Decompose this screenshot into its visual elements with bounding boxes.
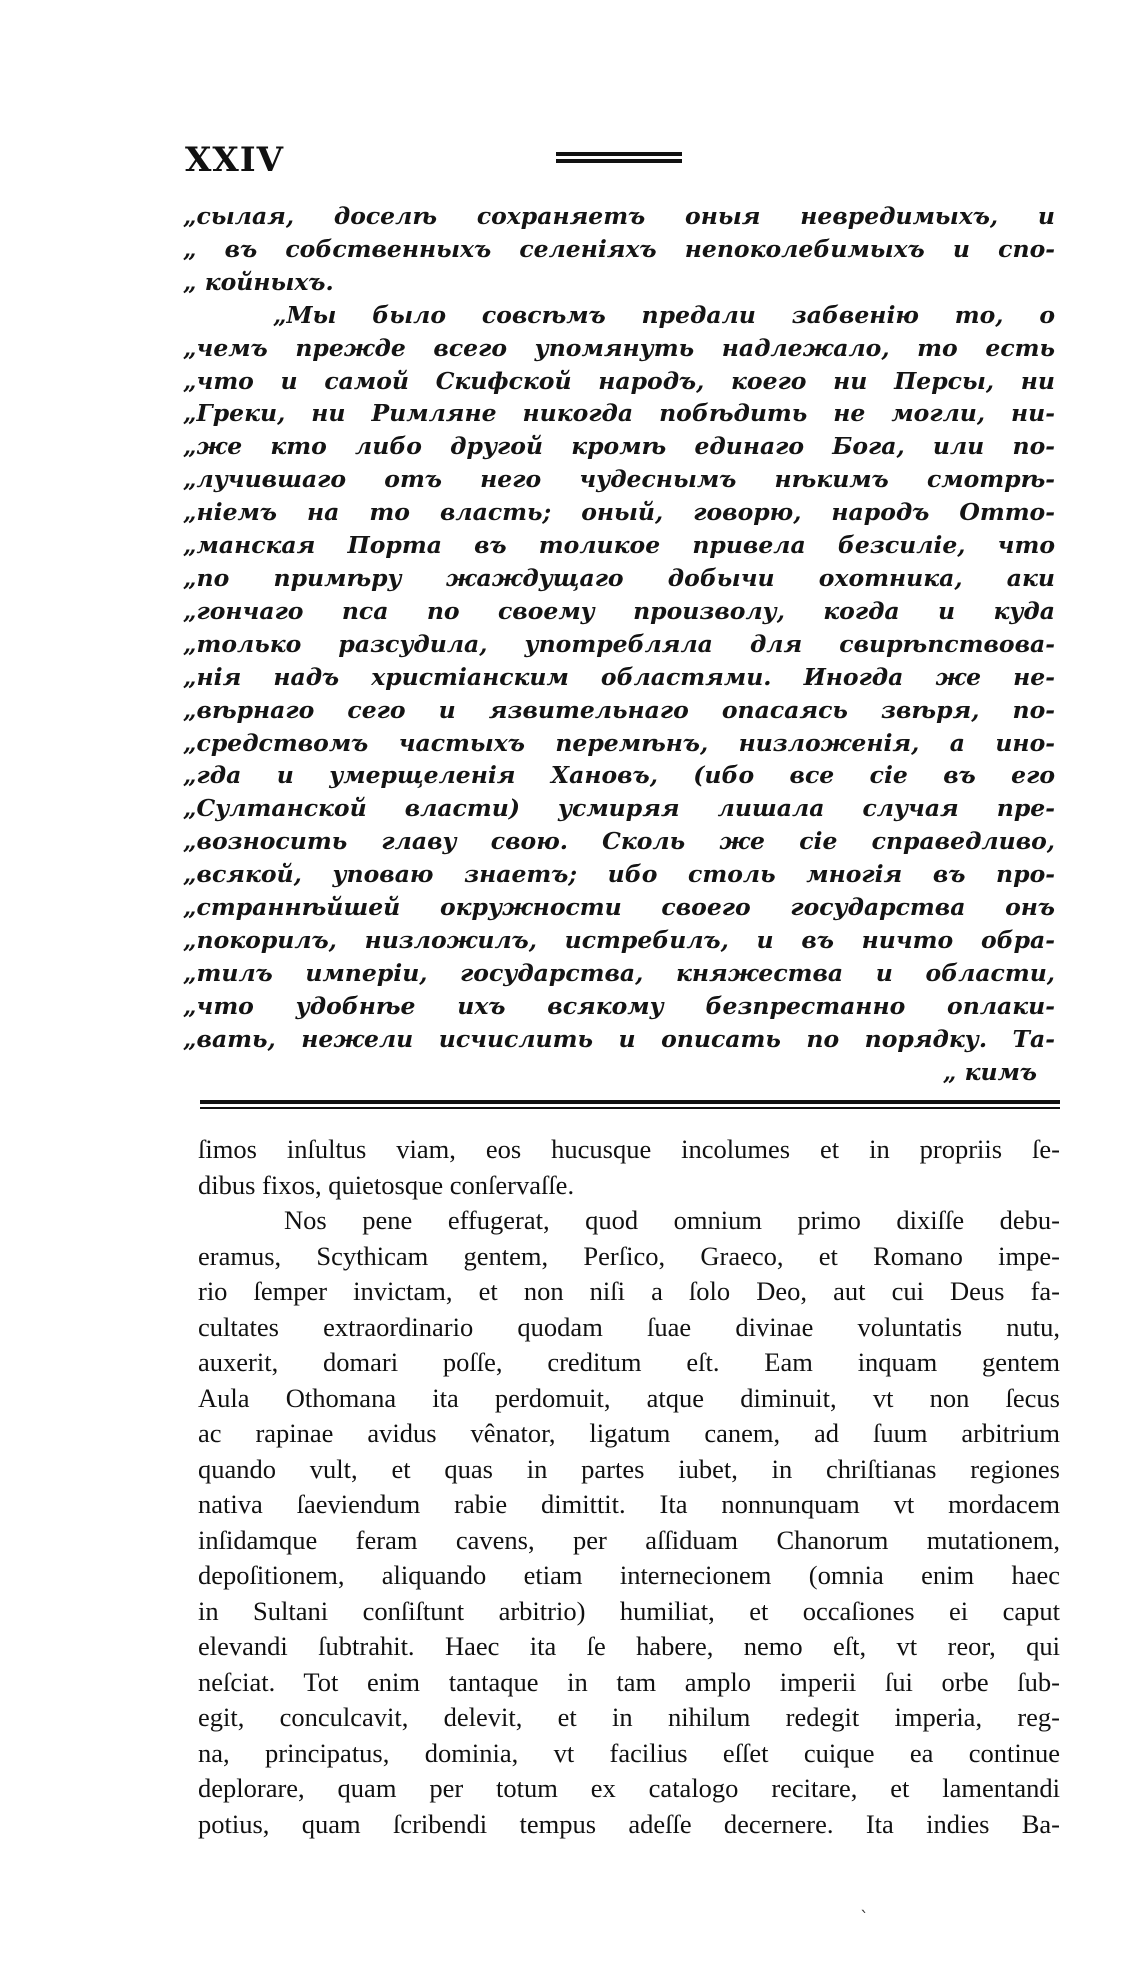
latin-line: Aula Othomana ita perdomuit, atque diminuit, vt non ſecus: [198, 1382, 1060, 1413]
latin-line: auxerit, domari poſſe, creditum eſt. Eam inquam gentem: [198, 1347, 1060, 1377]
russian-line: „тилъ имперіи, государства, княжества и области,: [183, 958, 1055, 987]
latin-line: cultates extraordinario quodam ſuae divinae voluntatis nutu,: [198, 1311, 1060, 1342]
russian-line: „по примѣру жаждущаго добычи охотника, аки: [183, 563, 1055, 592]
latin-line: elevandi ſubtrahit. Haec ita ſe habere, nemo eſt, vt reor, qui: [198, 1631, 1060, 1661]
latin-line: neſciat. Tot enim tantaque in tam amplo imperii ſui orbe ſub-: [198, 1666, 1060, 1697]
russian-line: „гда и умерщеленія Хановъ, (ибо все сіе въ его: [183, 761, 1055, 790]
russian-line: „лучившаго отъ него чудеснымъ нѣкимъ смотрѣ-: [183, 465, 1055, 494]
russian-line: „ въ собственныхъ селеніяхъ непоколебимыхъ и спо-: [183, 234, 1055, 263]
russian-line: „что и самой Скифской народъ, коего ни Персы, ни: [183, 366, 1055, 395]
latin-line: nativa ſaeviendum rabie dimittit. Ita nonnunquam vt mordacem: [198, 1489, 1060, 1519]
latin-line: Nos pene effugerat, quod omnium primo dixiſſe debu-: [284, 1205, 1060, 1235]
latin-line: egit, conculcavit, delevit, et in nihilum redegit imperia, reg-: [198, 1702, 1060, 1732]
russian-line: „нія надъ христіанским областями. Иногда же не-: [183, 662, 1055, 691]
latin-line: potius, quam ſcribendi tempus adeſſe decernere. Ita indies Ba-: [198, 1808, 1060, 1839]
russian-line: „же кто либо другой кромѣ единаго Бога, или по-: [183, 432, 1055, 461]
latin-line: deplorare, quam per totum ex catalogo recitare, et lamentandi: [198, 1773, 1060, 1803]
section-divider: [200, 1100, 1060, 1109]
russian-line: „манская Порта въ толикое привела безсиліе, что: [183, 531, 1055, 560]
russian-line: „что удобнѣе ихъ всякому безпрестанно оплаки-: [183, 991, 1055, 1020]
latin-line: dibus fixos, quietosque conſervaſſe.: [198, 1169, 575, 1200]
russian-line: „Греки, ни Римляне никогда побѣдить не могли, ни-: [183, 399, 1055, 428]
latin-line: in Sultani conſiſtunt arbitrio) humiliat, et occaſiones ei caput: [198, 1595, 1060, 1626]
russian-line: „сылая, доселѣ сохраняетъ оныя невредимыхъ, и: [183, 202, 1055, 230]
catchword: „ кимъ: [942, 1057, 1037, 1086]
russian-line: „только разсудила, употребляла для свирѣпствова-: [183, 629, 1055, 658]
russian-line: „средствомъ частыхъ перемѣнъ, низложенія, а ино-: [183, 728, 1055, 757]
russian-line: „вать, нежели исчислить и описать по порядку. Та-: [183, 1024, 1055, 1053]
russian-line: „вѣрнаго сего и язвительнаго опасаясь звѣря, по-: [183, 695, 1055, 724]
russian-line: „гончаго пса по своему произволу, когда и куда: [183, 596, 1055, 625]
russian-line: „чемъ прежде всего упомянуть надлежало, то есть: [183, 333, 1055, 362]
russian-line: „страннѣйшей окружности своего государства онъ: [183, 893, 1055, 922]
stray-mark: ˋ: [860, 1908, 869, 1929]
russian-line: „Султанской власти) усмиряя лишала случая пре-: [183, 794, 1055, 823]
page-number: XXIV: [185, 140, 285, 180]
header-rule: [556, 152, 682, 168]
russian-text-block: [183, 200, 1055, 1088]
latin-line: na, principatus, dominia, vt facilius eſſet cuique ea continue: [198, 1737, 1060, 1768]
russian-line: „Мы было совсѣмъ предали забвенію то, о: [273, 300, 1055, 329]
russian-line: „возносить главу свою. Сколь же сіе справедливо,: [183, 827, 1055, 856]
latin-line: depoſitionem, aliquando etiam internecionem (omnia enim haec: [198, 1560, 1060, 1590]
latin-line: ſimos inſultus viam, eos hucusque incolumes et in propriis ſe-: [198, 1134, 1060, 1164]
russian-line: „ніемъ на то власть; оный, говорю, народъ Отто-: [183, 498, 1055, 527]
russian-line: „всякой, уповаю знаетъ; ибо столь многія въ про-: [183, 860, 1055, 889]
latin-line: quando vult, et quas in partes iubet, in chriſtianas regiones: [198, 1453, 1060, 1484]
latin-text-block: [198, 1132, 1060, 1842]
latin-line: eramus, Scythicam gentem, Perſico, Graeco, et Romano impe-: [198, 1240, 1060, 1271]
latin-line: ac rapinae avidus vênator, ligatum canem, ad ſuum arbitrium: [198, 1418, 1060, 1448]
russian-line: „ койныхъ.: [183, 267, 334, 296]
russian-line: „покорилъ, низложилъ, истребилъ, и въ ничто обра-: [183, 925, 1055, 954]
latin-line: rio ſemper invictam, et non niſi a ſolo Deo, aut cui Deus fa-: [198, 1276, 1060, 1306]
latin-line: inſidamque feram cavens, per aſſiduam Chanorum mutationem,: [198, 1524, 1060, 1555]
